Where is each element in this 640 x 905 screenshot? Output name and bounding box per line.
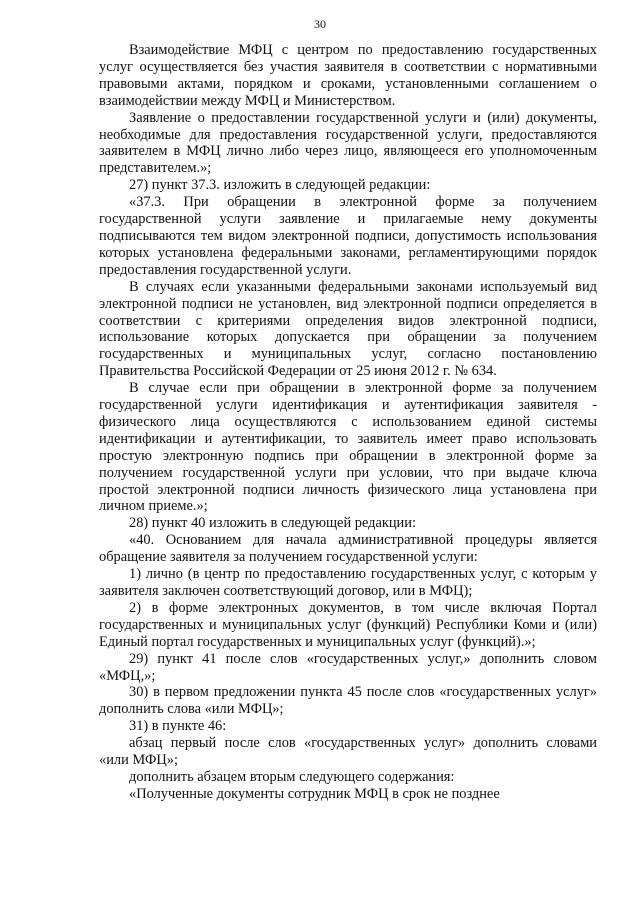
page-number: 30: [314, 17, 326, 31]
paragraph: 2) в форме электронных документов, в том числе включая Портал государственных и муниципальных услуг (функций) Республики Коми и (или) Единый портал государственных и муниципальных услуг (функций).»;: [99, 599, 597, 650]
paragraph: «37.3. При обращении в электронной форме за получением государственной услуги заявление и прилагаемые нему документы подписываются тем видом электронной подписи, допустимость использования которых установлена федеральными законами, регламентирующими порядок предоставления государственной услуги.: [99, 194, 597, 278]
paragraph: «40. Основанием для начала административной процедуры является обращение заявителя за получением государственной услуги:: [99, 532, 597, 566]
paragraph: 29) пункт 41 после слов «государственных услуг,» дополнить словом «МФЦ,»;: [99, 650, 597, 684]
paragraph: В случае если при обращении в электронной форме за получением государственной услуги идентификация и аутентификация заявителя - физического лица осуществляются с использованием единой системы идентификации и аутентификации, то заявитель имеет право использовать простую электронную подпись при обращении в электронной форме за получением государственной услуги при условии, что при выдаче ключа простой электронной подписи личность физического лица установлена при личном приеме.»;: [99, 380, 597, 515]
paragraph: 1) лично (в центр по предоставлению государственных услуг, с которым у заявителя заключен соответствующий договор, или в МФЦ);: [99, 566, 597, 599]
paragraph: абзац первый после слов «государственных услуг» дополнить словами «или МФЦ»;: [99, 735, 597, 769]
paragraph: В случаях если указанными федеральными законами используемый вид электронной подписи не установлен, вид электронной подписи определяется в соответствии с критериями определения видов электронной подписи, использование которых допускается при обращении за получением государственных и муниципальных услуг, согласно постановлению Правительства Российской Федерации от 25 июня 2012 г. № 634.: [99, 278, 597, 380]
document-body: [99, 42, 597, 803]
paragraph: Взаимодействие МФЦ с центром по предоставлению государственных услуг осуществляется без участия заявителя в соответствии с нормативными правовыми актами, порядком и сроками, установленными соглашением о взаимодействии между МФЦ и Министерством.: [99, 42, 597, 109]
paragraph: 30) в первом предложении пункта 45 после слов «государственных услуг» дополнить слова «или МФЦ»;: [99, 684, 597, 718]
paragraph: дополнить абзацем вторым следующего содержания:: [129, 768, 455, 785]
paragraph: «Полученные документы сотрудник МФЦ в срок не позднее: [129, 785, 500, 802]
paragraph: 27) пункт 37.3. изложить в следующей редакции:: [129, 177, 431, 194]
paragraph: Заявление о предоставлении государственной услуги и (или) документы, необходимые для предоставления государственной услуги, предоставляются заявителем в МФЦ лично либо через лицо, являющееся его уполномоченным представителем.»;: [99, 109, 597, 177]
paragraph: 28) пункт 40 изложить в следующей редакции:: [129, 515, 416, 532]
paragraph: 31) в пункте 46:: [129, 718, 227, 735]
